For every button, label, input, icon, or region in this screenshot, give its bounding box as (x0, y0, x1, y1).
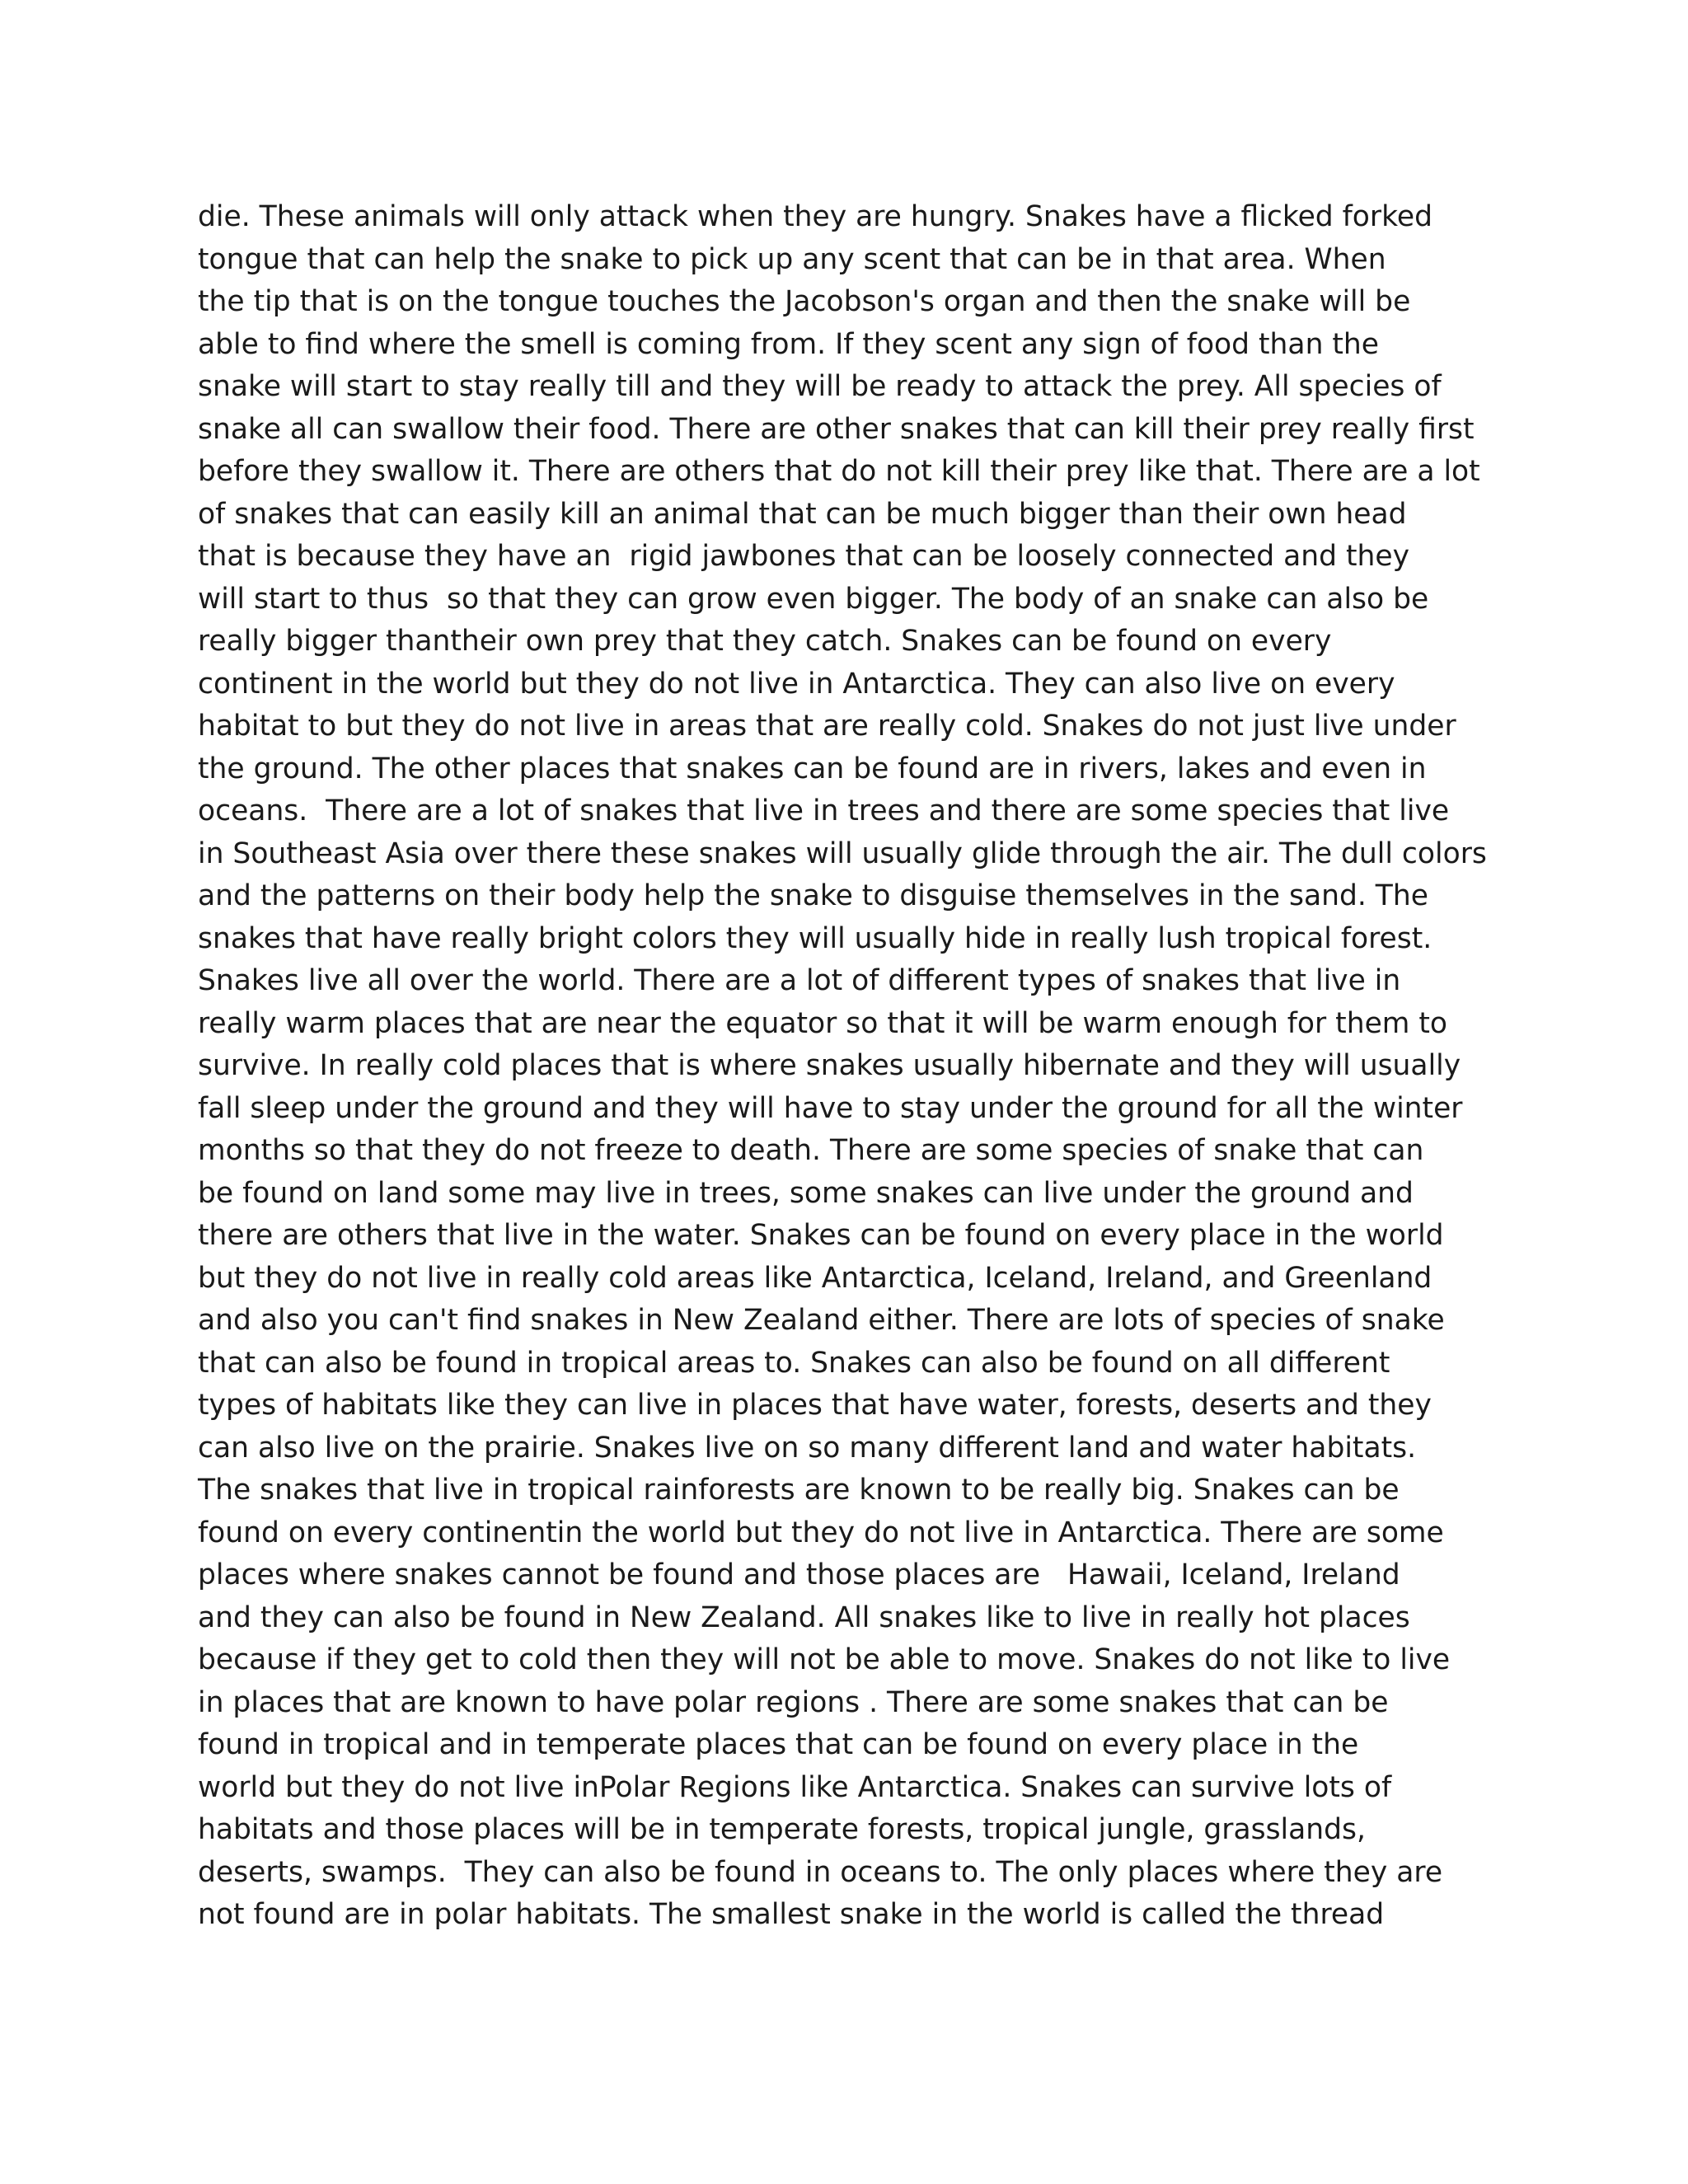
body-text (198, 196, 1533, 1937)
text-line: and they can also be found in New Zealand. All snakes like to live in really hot places (198, 1601, 1410, 1634)
text-line: world but they do not live inPolar Regions like Antarctica. Snakes can survive lots of (198, 1770, 1392, 1804)
text-line: types of habitats like they can live in places that have water, forests, deserts and they (198, 1389, 1432, 1422)
text-line: places where snakes cannot be found and those places are Hawaii, Iceland, Ireland (198, 1558, 1400, 1591)
text-line: survive. In really cold places that is where snakes usually hibernate and they will usually (198, 1049, 1461, 1082)
text-line: snakes that have really bright colors they will usually hide in really lush tropical forest. (198, 921, 1432, 955)
text-line: habitats and those places will be in temperate forests, tropical jungle, grasslands, (198, 1813, 1366, 1846)
text-line: in places that are known to have polar regions . There are some snakes that can be (198, 1685, 1389, 1719)
text-line: of snakes that can easily kill an animal that can be much bigger than their own head (198, 497, 1407, 531)
text-line: snake all can swallow their food. There are other snakes that can kill their prey really first (198, 412, 1475, 446)
text-line: fall sleep under the ground and they will have to stay under the ground for all the winter (198, 1091, 1463, 1125)
text-line: be found on land some may live in trees, some snakes can live under the ground and (198, 1176, 1414, 1210)
text-line: really warm places that are near the equator so that it will be warm enough for them to (198, 1006, 1448, 1040)
text-line: oceans. There are a lot of snakes that live in trees and there are some species that live (198, 794, 1450, 827)
text-line: able to find where the smell is coming from. If they scent any sign of food than the (198, 327, 1380, 361)
text-line: the ground. The other places that snakes can be found are in rivers, lakes and even in (198, 752, 1427, 785)
text-line: continent in the world but they do not live in Antarctica. They can also live on every (198, 667, 1395, 701)
text-line: in Southeast Asia over there these snakes will usually glide through the air. The dull colors (198, 837, 1487, 870)
text-line: that can also be found in tropical areas to. Snakes can also be found on all different (198, 1346, 1390, 1380)
text-line: really bigger thantheir own prey that they catch. Snakes can be found on every (198, 625, 1332, 658)
text-line: can also live on the prairie. Snakes live on so many different land and water habitats. (198, 1431, 1417, 1465)
text-line: but they do not live in really cold areas like Antarctica, Iceland, Ireland, and Greenland (198, 1261, 1432, 1295)
text-line: die. These animals will only attack when they are hungry. Snakes have a flicked forked (198, 200, 1432, 233)
text-line: tongue that can help the snake to pick up any scent that can be in that area. When (198, 242, 1386, 276)
text-line: found on every continentin the world but they do not live in Antarctica. There are some (198, 1516, 1444, 1549)
text-line: there are others that live in the water. Snakes can be found on every place in the world (198, 1219, 1444, 1252)
text-line: habitat to but they do not live in areas that are really cold. Snakes do not just live under (198, 710, 1456, 743)
text-line: and the patterns on their body help the snake to disguise themselves in the sand. The (198, 879, 1428, 912)
text-line: not found are in polar habitats. The smallest snake in the world is called the thread (198, 1898, 1385, 1931)
text-line: and also you can't find snakes in New Zealand either. There are lots of species of snake (198, 1304, 1445, 1337)
text-line: Snakes live all over the world. There are a lot of different types of snakes that live in (198, 964, 1401, 997)
text-line: The snakes that live in tropical rainforests are known to be really big. Snakes can be (198, 1474, 1400, 1507)
text-line: before they swallow it. There are others that do not kill their prey like that. There are a lot (198, 455, 1480, 488)
text-line: because if they get to cold then they will not be able to move. Snakes do not like to live (198, 1643, 1451, 1676)
text-line: snake will start to stay really till and they will be ready to attack the prey. All species of (198, 370, 1442, 403)
text-line: found in tropical and in temperate places that can be found on every place in the (198, 1728, 1359, 1761)
text-line: deserts, swamps. They can also be found in oceans to. The only places where they are (198, 1855, 1443, 1889)
text-line: months so that they do not freeze to death. There are some species of snake that can (198, 1134, 1424, 1167)
text-line: will start to thus so that they can grow even bigger. The body of an snake can also be (198, 582, 1429, 616)
text-line: the tip that is on the tongue touches the Jacobson's organ and then the snake will be (198, 285, 1411, 318)
text-line: that is because they have an rigid jawbones that can be loosely connected and they (198, 540, 1410, 573)
